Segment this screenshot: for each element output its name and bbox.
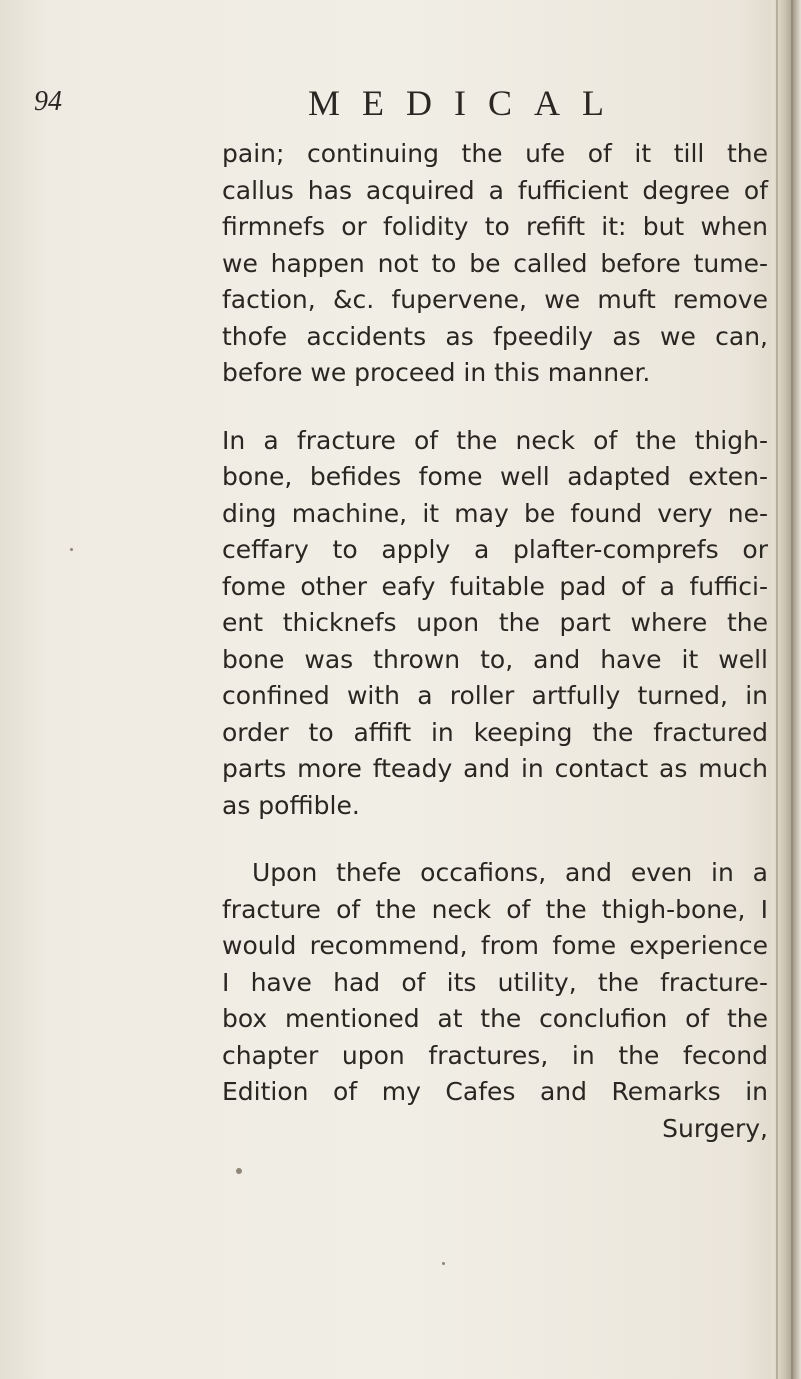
paragraph	[222, 423, 768, 825]
text-line: ceffary to apply a plafter-comprefs or	[222, 535, 768, 564]
text-line: firmnefs or folidity to refift it: but when	[222, 212, 768, 241]
paragraph	[222, 136, 768, 392]
text-line: confined with a roller artfully turned, in	[222, 681, 768, 710]
text-line: thofe accidents as fpeedily as we can,	[222, 321, 768, 351]
text-line: I have had of its utility, the fracture-	[222, 967, 768, 997]
text-line: In a fracture of the neck of the thigh-	[222, 425, 768, 455]
text-line: we happen not to be called before tume-	[222, 248, 768, 278]
text-line: order to affift in keeping the fractured	[222, 717, 768, 747]
body-text	[222, 136, 768, 1147]
text-line: bone, befides fome well adapted exten-	[222, 462, 768, 491]
text-line: callus has acquired a fufficient degree of	[222, 175, 768, 205]
text-line: ent thicknefs upon the part where the	[222, 608, 768, 637]
text-line: fome other eafy fuitable pad of a fuffici-	[222, 571, 768, 601]
paragraph	[222, 855, 768, 1111]
running-title: MEDICAL	[308, 83, 626, 123]
page-edge-line	[776, 0, 778, 1379]
text-line: ding machine, it may be found very ne-	[222, 498, 768, 528]
text-line: bone was thrown to, and have it well	[222, 644, 768, 674]
catchword: Surgery,	[662, 1113, 768, 1143]
text-line: chapter upon fractures, in the fecond	[222, 1040, 768, 1070]
text-line: would recommend, from fome experience	[222, 931, 768, 960]
page-header	[0, 82, 801, 132]
text-line: parts more fteady and in contact as much	[222, 754, 768, 783]
text-line: Edition of my Cafes and Remarks in	[222, 1077, 768, 1106]
text-line: fracture of the neck of the thigh-bone, I	[222, 894, 768, 924]
page-number: 94	[34, 86, 62, 117]
text-line: faction, &c. fupervene, we muft remove	[222, 285, 768, 314]
text-line: before we proceed in this manner.	[222, 358, 651, 387]
ink-speck	[236, 1168, 242, 1174]
text-line: box mentioned at the conclufion of the	[222, 1004, 768, 1033]
ink-speck	[442, 1262, 445, 1265]
ink-speck	[70, 548, 73, 551]
text-line: as poffible.	[222, 790, 360, 820]
page-edge-line	[791, 0, 793, 1379]
text-line: Upon thefe occafions, and even in a	[252, 858, 768, 887]
text-line: pain; continuing the ufe of it till the	[222, 139, 768, 168]
